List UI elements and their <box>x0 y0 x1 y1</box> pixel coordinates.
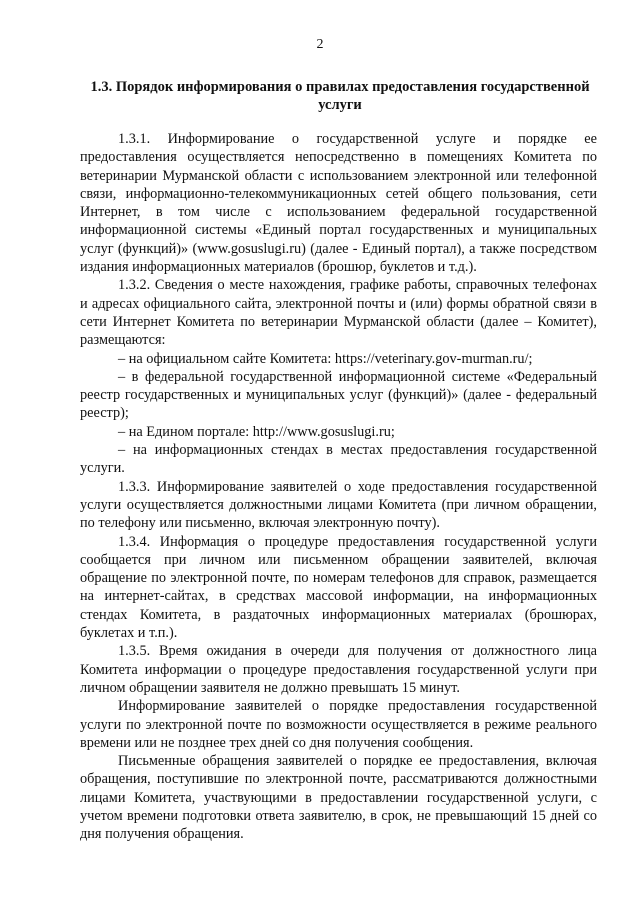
paragraph-written-requests: Письменные обращения заявителей о порядке ее предоставления, включая обращения, поступившие по электронной почте, рассматриваются должностными лицами Комитета, участвующими в предоставлении государственной услуги, с учетом времени подготовки ответа заявителю, в срок, не превышающий 15 дней со дня получения обращения. <box>80 753 597 843</box>
page-number: 2 <box>316 37 324 52</box>
list-item-official-site: – на официальном сайте Комитета: https://veterinary.gov-murman.ru/; <box>118 350 533 367</box>
paragraph-1-3-5: 1.3.5. Время ожидания в очереди для получения от должностного лица Комитета информации о процедуре предоставления государственной услуги при личном обращении заявителя не должно превышать 15 минут. <box>80 643 597 696</box>
paragraph-email-informing: Информирование заявителей о порядке предоставления государственной услуги по электронной почте по возможности осуществляется в режиме реального времени или не позднее трех дней со дня получения сообщения. <box>80 698 597 751</box>
section-title: 1.3. Порядок информирования о правилах предоставления государственной услуги <box>90 79 590 113</box>
list-item-info-stands: – на информационных стендах в местах предоставления государственной услуги. <box>80 442 597 477</box>
paragraph-1-3-3: 1.3.3. Информирование заявителей о ходе предоставления государственной услуги осуществляется должностными лицами Комитета (при личном обращении, по телефону или письменно, включая электронную почту). <box>80 478 597 532</box>
paragraph-1-3-4: 1.3.4. Информация о процедуре предоставления государственной услуги сообщается при личном или письменном обращении заявителей, включая обращение по электронной почте, по номерам телефонов для справок, размещается на интернет-сайтах, в средствах массовой информации, на информационных стендах Комитета, в раздаточных информационных материалах (брошюрах, буклетах и т.п.). <box>80 533 597 642</box>
list-item-unified-portal: – на Едином портале: http://www.gosuslugi.ru; <box>118 423 395 440</box>
document-body <box>80 130 597 844</box>
paragraph-1-3-2: 1.3.2. Сведения о месте нахождения, графике работы, справочных телефонах и адресах официального сайта, электронной почты и (или) формы обратной связи в сети Интернет Комитета по ветеринарии Мурманской области (далее – Комитет), размещаются: <box>80 277 597 349</box>
list-item-federal-registry: – в федеральной государственной информационной системе «Федеральный реестр государственных и муниципальных услуг (функций)» (далее - федеральный реестр); <box>80 368 597 422</box>
paragraph-1-3-1: 1.3.1. Информирование о государственной услуге и порядке ее предоставления осуществляется непосредственно в помещениях Комитета по ветеринарии Мурманской области с использованием электронной или телефонной связи, информационно-телекоммуникационных сетей общего пользования, сети Интернет, в том числе с использованием федеральной государственной информационной системы «Единый портал государственных и муниципальных услуг (функций)» (www.gosuslugi.ru) (далее - Единый портал), а также посредством издания информационных материалов (брошюр, буклетов и т.д.). <box>80 131 597 276</box>
